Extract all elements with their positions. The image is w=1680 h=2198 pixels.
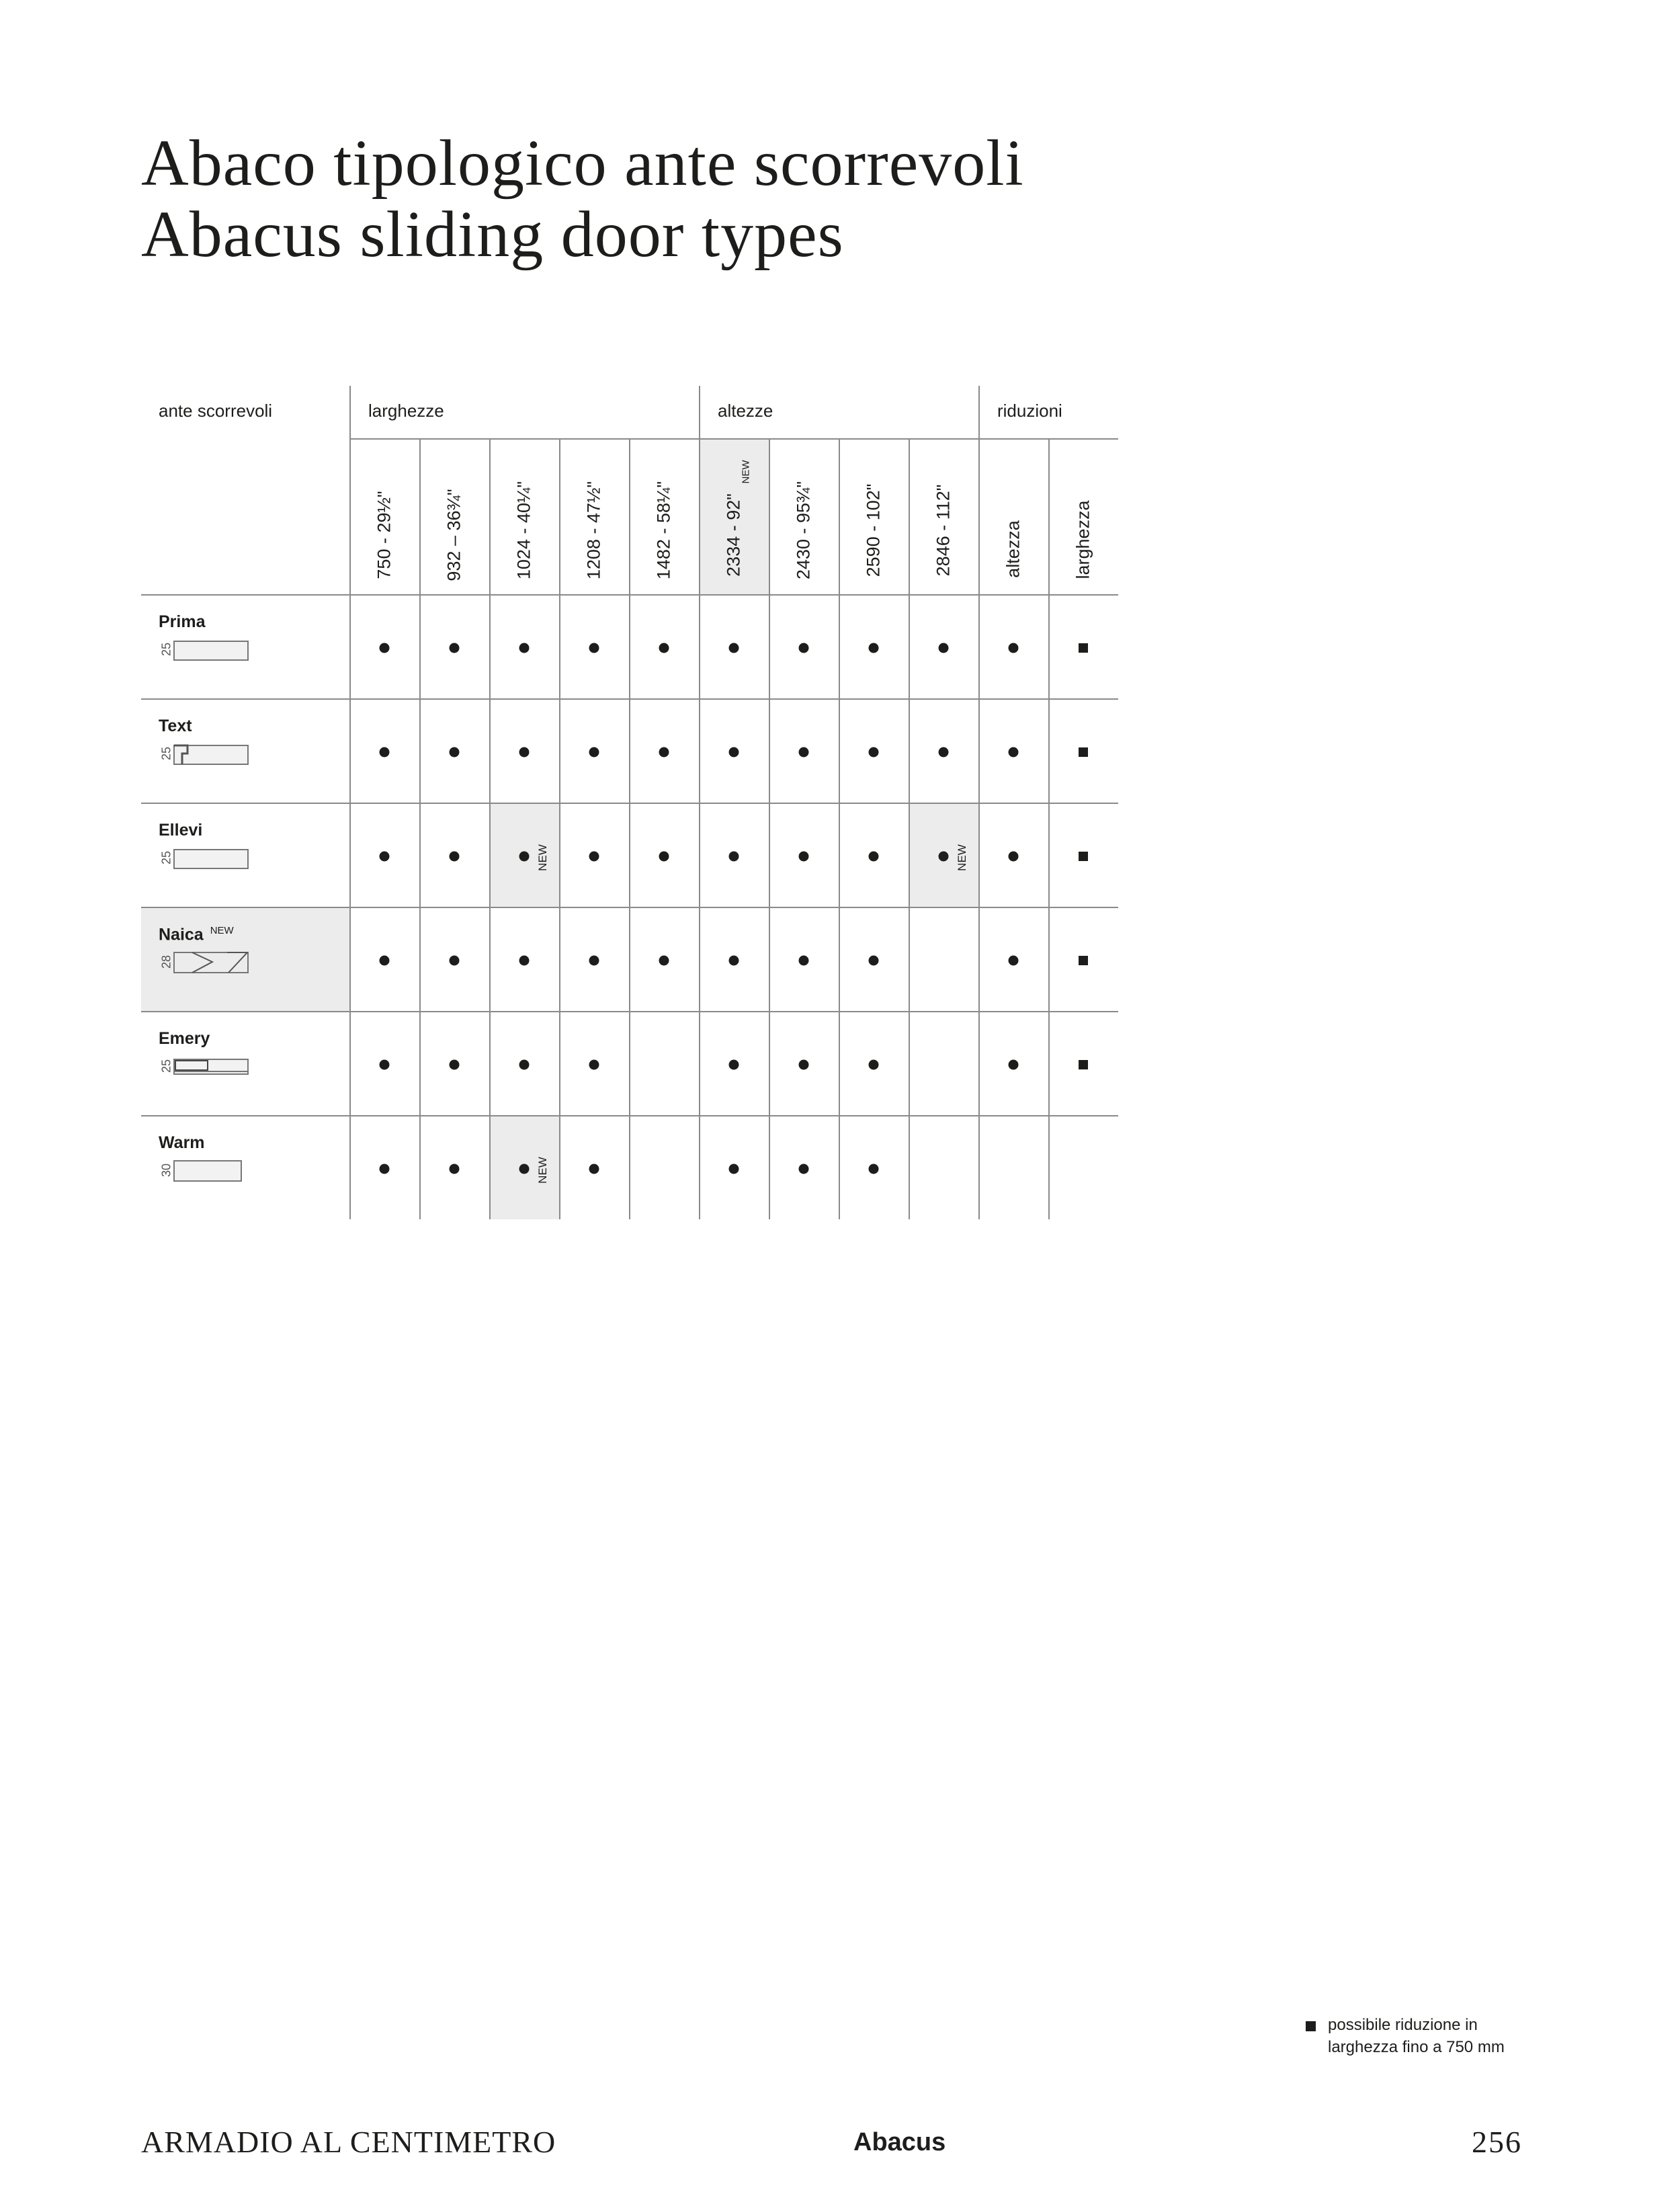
page-title <box>141 128 1024 270</box>
availability-dot <box>450 852 460 862</box>
availability-dot <box>659 852 669 862</box>
availability-dot <box>519 956 530 966</box>
availability-dot <box>729 643 739 653</box>
availability-dot <box>659 956 669 966</box>
legend-text <box>1328 2014 1505 2058</box>
legend-square-icon <box>1306 2021 1316 2031</box>
availability-dot <box>939 643 949 653</box>
availability-dot <box>729 852 739 862</box>
column-divider-line <box>769 438 770 1219</box>
column-divider-line <box>839 438 840 1219</box>
group-label-widths: larghezze <box>368 401 444 421</box>
door-profile-icon <box>172 1053 253 1080</box>
availability-dot <box>589 747 599 758</box>
column-divider-line <box>978 386 980 1219</box>
column-header: 2846 - 112" <box>933 484 954 577</box>
availability-dot <box>450 1164 460 1174</box>
availability-dot <box>519 643 530 653</box>
column-header: 932 – 36¾" <box>444 489 464 581</box>
row-label: Emery <box>159 1029 210 1048</box>
availability-dot <box>589 1060 599 1070</box>
door-profile-icon <box>172 844 253 871</box>
header-divider-line <box>349 438 1118 440</box>
availability-dot <box>799 956 809 966</box>
availability-dot <box>519 747 530 758</box>
group-label-reductions: riduzioni <box>997 401 1062 421</box>
column-header: 1208 - 47½" <box>583 481 604 580</box>
door-profile-icon <box>172 636 253 663</box>
profile-thickness: 25 <box>159 642 173 657</box>
column-header: 1482 - 58¼" <box>653 481 674 580</box>
availability-dot <box>589 1164 599 1174</box>
availability-dot <box>729 747 739 758</box>
availability-dot <box>939 852 949 862</box>
door-profile-icon <box>172 948 253 975</box>
row-label: Prima <box>159 612 206 631</box>
door-profile-icon <box>172 1157 253 1184</box>
column-header: altezza <box>1003 520 1023 578</box>
reduction-square-mark <box>1079 747 1088 757</box>
page-title-line-1: Abaco tipologico ante scorrevoli <box>141 127 1024 200</box>
new-badge: NEW <box>536 844 549 871</box>
new-badge: NEW <box>536 1157 549 1184</box>
column-divider-line <box>909 438 910 1219</box>
availability-dot <box>939 747 949 758</box>
reduction-square-mark <box>1079 1060 1088 1069</box>
availability-dot <box>589 956 599 966</box>
column-header: 2334 - 92" <box>723 493 744 577</box>
availability-dot <box>729 1060 739 1070</box>
availability-dot <box>450 956 460 966</box>
column-header: 2590 - 102" <box>863 483 884 577</box>
availability-dot <box>869 1060 879 1070</box>
availability-dot <box>869 956 879 966</box>
row-label: Text <box>159 717 192 735</box>
availability-dot <box>869 1164 879 1174</box>
column-divider-line <box>629 438 630 1219</box>
column-divider-line <box>419 438 421 1219</box>
page-title-line-2: Abacus sliding door types <box>141 198 844 271</box>
availability-dot <box>869 852 879 862</box>
availability-dot <box>519 852 530 862</box>
availability-dot <box>450 747 460 758</box>
availability-dot <box>1009 956 1019 966</box>
corner-label: ante scorrevoli <box>159 401 273 421</box>
availability-dot <box>1009 643 1019 653</box>
availability-dot <box>519 1164 530 1174</box>
reduction-square-mark <box>1079 956 1088 965</box>
availability-dot <box>519 1060 530 1070</box>
column-header: 750 - 29½" <box>374 491 394 579</box>
row-label: Ellevi <box>159 821 203 840</box>
page-number: 256 <box>1472 2125 1522 2159</box>
availability-dot <box>799 852 809 862</box>
row-label: Naica $^{NEW}$ <box>159 925 234 944</box>
availability-dot <box>659 747 669 758</box>
legend-line-1: possibile riduzione in <box>1328 2016 1478 2034</box>
profile-thickness: 25 <box>159 746 173 761</box>
availability-dot <box>380 747 390 758</box>
availability-dot <box>380 1060 390 1070</box>
footer-collection-name: ARMADIO AL CENTIMETRO <box>141 2125 556 2159</box>
availability-dot <box>380 643 390 653</box>
column-divider-line <box>1048 438 1050 1219</box>
availability-dot <box>380 1164 390 1174</box>
profile-thickness: 30 <box>159 1163 173 1178</box>
availability-dot <box>589 643 599 653</box>
availability-dot <box>1009 747 1019 758</box>
availability-dot <box>799 1164 809 1174</box>
row-label: Warm <box>159 1133 205 1152</box>
column-divider-line <box>349 386 351 1219</box>
new-badge: NEW <box>740 460 752 484</box>
column-header: 2430 - 95¾" <box>793 481 814 580</box>
footer-brand: Abacus <box>853 2128 946 2156</box>
availability-dot <box>869 747 879 758</box>
availability-dot <box>729 956 739 966</box>
group-label-heights: altezze <box>718 401 773 421</box>
profile-thickness: 25 <box>159 850 173 865</box>
availability-dot <box>799 747 809 758</box>
availability-dot <box>1009 1060 1019 1070</box>
legend-line-2: larghezza fino a 750 mm <box>1328 2038 1505 2056</box>
column-divider-line <box>559 438 560 1219</box>
profile-thickness: 28 <box>159 954 173 969</box>
availability-dot <box>729 1164 739 1174</box>
new-badge: NEW <box>956 844 968 871</box>
availability-dot <box>869 643 879 653</box>
reduction-square-mark <box>1079 643 1088 653</box>
availability-dot <box>1009 852 1019 862</box>
availability-dot <box>799 1060 809 1070</box>
column-divider-line <box>699 386 700 1219</box>
door-profile-icon <box>172 740 253 767</box>
column-header: 1024 - 40¼" <box>513 481 534 580</box>
availability-dot <box>589 852 599 862</box>
availability-dot <box>380 852 390 862</box>
availability-dot <box>450 1060 460 1070</box>
new-badge: NEW <box>210 925 234 936</box>
availability-dot <box>380 956 390 966</box>
availability-dot <box>659 643 669 653</box>
column-divider-line <box>489 438 491 1219</box>
availability-dot <box>799 643 809 653</box>
profile-thickness: 25 <box>159 1059 173 1073</box>
column-header: larghezza <box>1073 500 1093 579</box>
reduction-square-mark <box>1079 852 1088 861</box>
availability-dot <box>450 643 460 653</box>
